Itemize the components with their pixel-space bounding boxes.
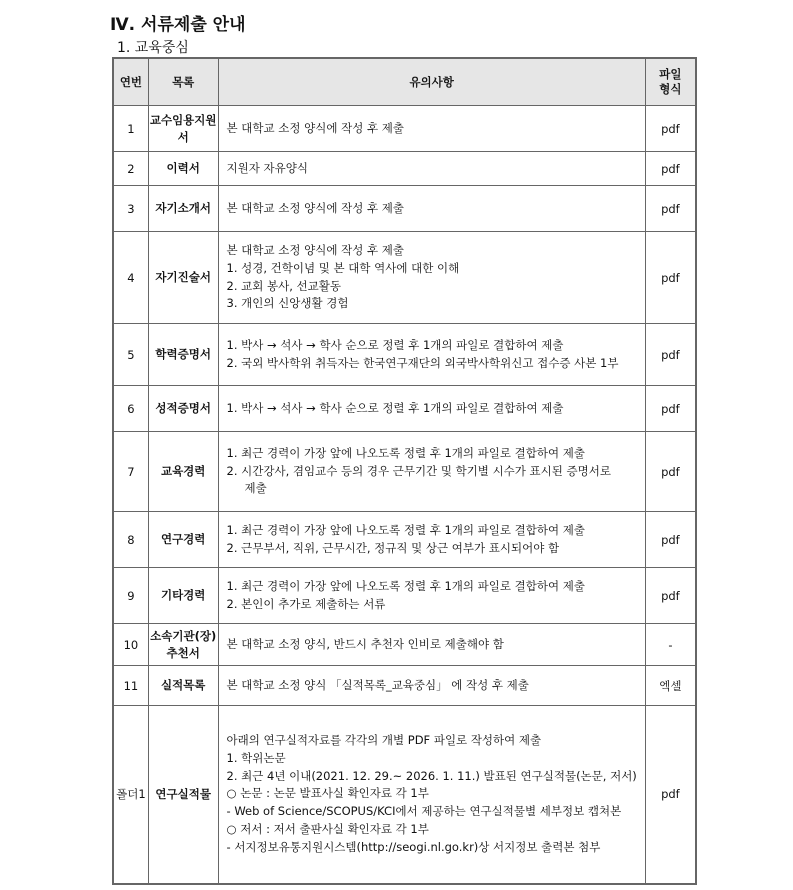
note-line: 2. 시간강사, 겸임교수 등의 경우 근무기간 및 학기별 시수가 표시된 증명서로	[226, 463, 611, 478]
document-name-line: 자기소개서	[155, 201, 211, 216]
note-line: ○ 논문 : 논문 발표사실 확인자료 각 1부	[226, 786, 429, 801]
note-line: 본 대학교 소정 양식에 작성 후 제출	[226, 200, 404, 215]
table-row	[113, 666, 696, 706]
header-note: 유의사항	[218, 58, 645, 106]
note-line: 2. 본인이 추가로 제출하는 서류	[226, 596, 386, 611]
document-name	[148, 512, 218, 568]
document-name-line: 자기진술서	[155, 270, 211, 285]
note-line: 1. 박사 → 석사 → 학사 순으로 정렬 후 1개의 파일로 결합하여 제출	[226, 337, 564, 352]
file-format: pdf	[645, 512, 696, 568]
document-name-line: 연구실적물	[155, 786, 211, 801]
document-notes	[218, 432, 645, 512]
header-row	[113, 58, 696, 106]
document-notes	[218, 106, 645, 152]
row-number: 9	[113, 568, 148, 624]
table-row	[113, 152, 696, 186]
row-number: 폴더1	[113, 706, 148, 884]
table-row	[113, 324, 696, 386]
file-format: -	[645, 624, 696, 666]
table-row	[113, 624, 696, 666]
file-format: pdf	[645, 324, 696, 386]
document-name-line: 실적목록	[160, 678, 206, 693]
note-line: 1. 성경, 건학이념 및 본 대학 역사에 대한 이해	[226, 260, 460, 275]
header-name: 목록	[148, 58, 218, 106]
document-name	[148, 432, 218, 512]
document-notes	[218, 386, 645, 432]
document-name	[148, 666, 218, 706]
table-row	[113, 386, 696, 432]
document-notes	[218, 568, 645, 624]
file-format: pdf	[645, 432, 696, 512]
row-number: 1	[113, 106, 148, 152]
file-format: pdf	[645, 232, 696, 324]
note-line: 2. 교회 봉사, 선교활동	[226, 278, 341, 293]
row-number: 11	[113, 666, 148, 706]
document-name	[148, 624, 218, 666]
note-line: 1. 최근 경력이 가장 앞에 나오도록 정렬 후 1개의 파일로 결합하여 제출	[226, 578, 585, 593]
file-format: 엑셀	[645, 666, 696, 706]
row-number: 10	[113, 624, 148, 666]
document-name	[148, 568, 218, 624]
document-name	[148, 152, 218, 186]
file-format: pdf	[645, 568, 696, 624]
note-line: 1. 학위논문	[226, 750, 286, 765]
row-number: 2	[113, 152, 148, 186]
table-row	[113, 186, 696, 232]
document-notes	[218, 324, 645, 386]
note-line: 본 대학교 소정 양식 「실적목록_교육중심」 에 작성 후 제출	[226, 677, 529, 692]
file-format: pdf	[645, 152, 696, 186]
note-line: 본 대학교 소정 양식, 반드시 추천자 인비로 제출해야 함	[226, 636, 504, 651]
row-number: 3	[113, 186, 148, 232]
subsection-title: 1. 교육중심	[117, 40, 189, 56]
document-name-line: 성적증명서	[155, 401, 211, 416]
document-name	[148, 106, 218, 152]
document-notes	[218, 152, 645, 186]
table-row	[113, 106, 696, 152]
table-row	[113, 706, 696, 884]
document-name	[148, 706, 218, 884]
file-format: pdf	[645, 386, 696, 432]
document-name-line: 연구경력	[160, 532, 206, 547]
header-format-line-1: 파일	[659, 67, 682, 82]
note-line: 2. 근무부서, 직위, 근무시간, 정규직 및 상근 여부가 표시되어야 함	[226, 540, 560, 555]
note-line: 1. 최근 경력이 가장 앞에 나오도록 정렬 후 1개의 파일로 결합하여 제출	[226, 522, 585, 537]
table-body	[113, 106, 696, 884]
document-notes	[218, 666, 645, 706]
note-line: 1. 박사 → 석사 → 학사 순으로 정렬 후 1개의 파일로 결합하여 제출	[226, 400, 564, 415]
row-number: 6	[113, 386, 148, 432]
row-number: 5	[113, 324, 148, 386]
note-line: 2. 국외 박사학위 취득자는 한국연구재단의 외국박사학위신고 접수증 사본 1부	[226, 355, 619, 370]
section-title: Ⅳ. 서류제출 안내	[110, 15, 246, 35]
header-format	[645, 58, 696, 106]
document-name-line: 교육경력	[160, 464, 206, 479]
document-name-line: 이력서	[166, 161, 200, 176]
document-name	[148, 232, 218, 324]
document-name	[148, 386, 218, 432]
document-name-line: 소속기관(장)	[150, 628, 217, 643]
row-number: 8	[113, 512, 148, 568]
note-line: 지원자 자유양식	[226, 160, 308, 175]
table-row	[113, 568, 696, 624]
header-no: 연번	[113, 58, 148, 106]
note-line: 아래의 연구실적자료를 각각의 개별 PDF 파일로 작성하여 제출	[226, 732, 542, 747]
document-name	[148, 186, 218, 232]
file-format: pdf	[645, 706, 696, 884]
document-name	[148, 324, 218, 386]
note-line: 본 대학교 소정 양식에 작성 후 제출	[226, 120, 404, 135]
table-row	[113, 512, 696, 568]
document-name-line: 교수임용지원서	[149, 112, 217, 144]
row-number: 4	[113, 232, 148, 324]
document-notes	[218, 706, 645, 884]
note-line: ○ 저서 : 저서 출판사실 확인자료 각 1부	[226, 821, 429, 836]
note-line: 3. 개인의 신앙생활 경험	[226, 296, 349, 311]
document-notes	[218, 512, 645, 568]
note-line: 1. 최근 경력이 가장 앞에 나오도록 정렬 후 1개의 파일로 결합하여 제출	[226, 445, 585, 460]
header-format-line-2: 형식	[659, 82, 682, 96]
table-row	[113, 432, 696, 512]
note-line: - Web of Science/SCOPUS/KCI에서 제공하는 연구실적물별 세부정보 캡쳐본	[226, 804, 622, 819]
document-table	[112, 57, 697, 885]
document-name-line: 학력증명서	[155, 347, 211, 362]
note-line: - 서지정보유통지원시스템(http://seogi.nl.go.kr)상 서지정보 출력본 첨부	[226, 839, 601, 854]
table-row	[113, 232, 696, 324]
document-name-line: 추천서	[166, 645, 200, 660]
file-format: pdf	[645, 186, 696, 232]
note-line: 본 대학교 소정 양식에 작성 후 제출	[226, 242, 404, 257]
document-notes	[218, 186, 645, 232]
document-notes	[218, 624, 645, 666]
table-header	[113, 58, 696, 106]
document-name-line: 기타경력	[160, 588, 206, 603]
row-number: 7	[113, 432, 148, 512]
document-notes	[218, 232, 645, 324]
file-format: pdf	[645, 106, 696, 152]
note-line: 2. 최근 4년 이내(2021. 12. 29.~ 2026. 1. 11.) 발표된 연구실적물(논문, 저서)	[226, 768, 637, 783]
note-line: 제출	[244, 481, 267, 496]
